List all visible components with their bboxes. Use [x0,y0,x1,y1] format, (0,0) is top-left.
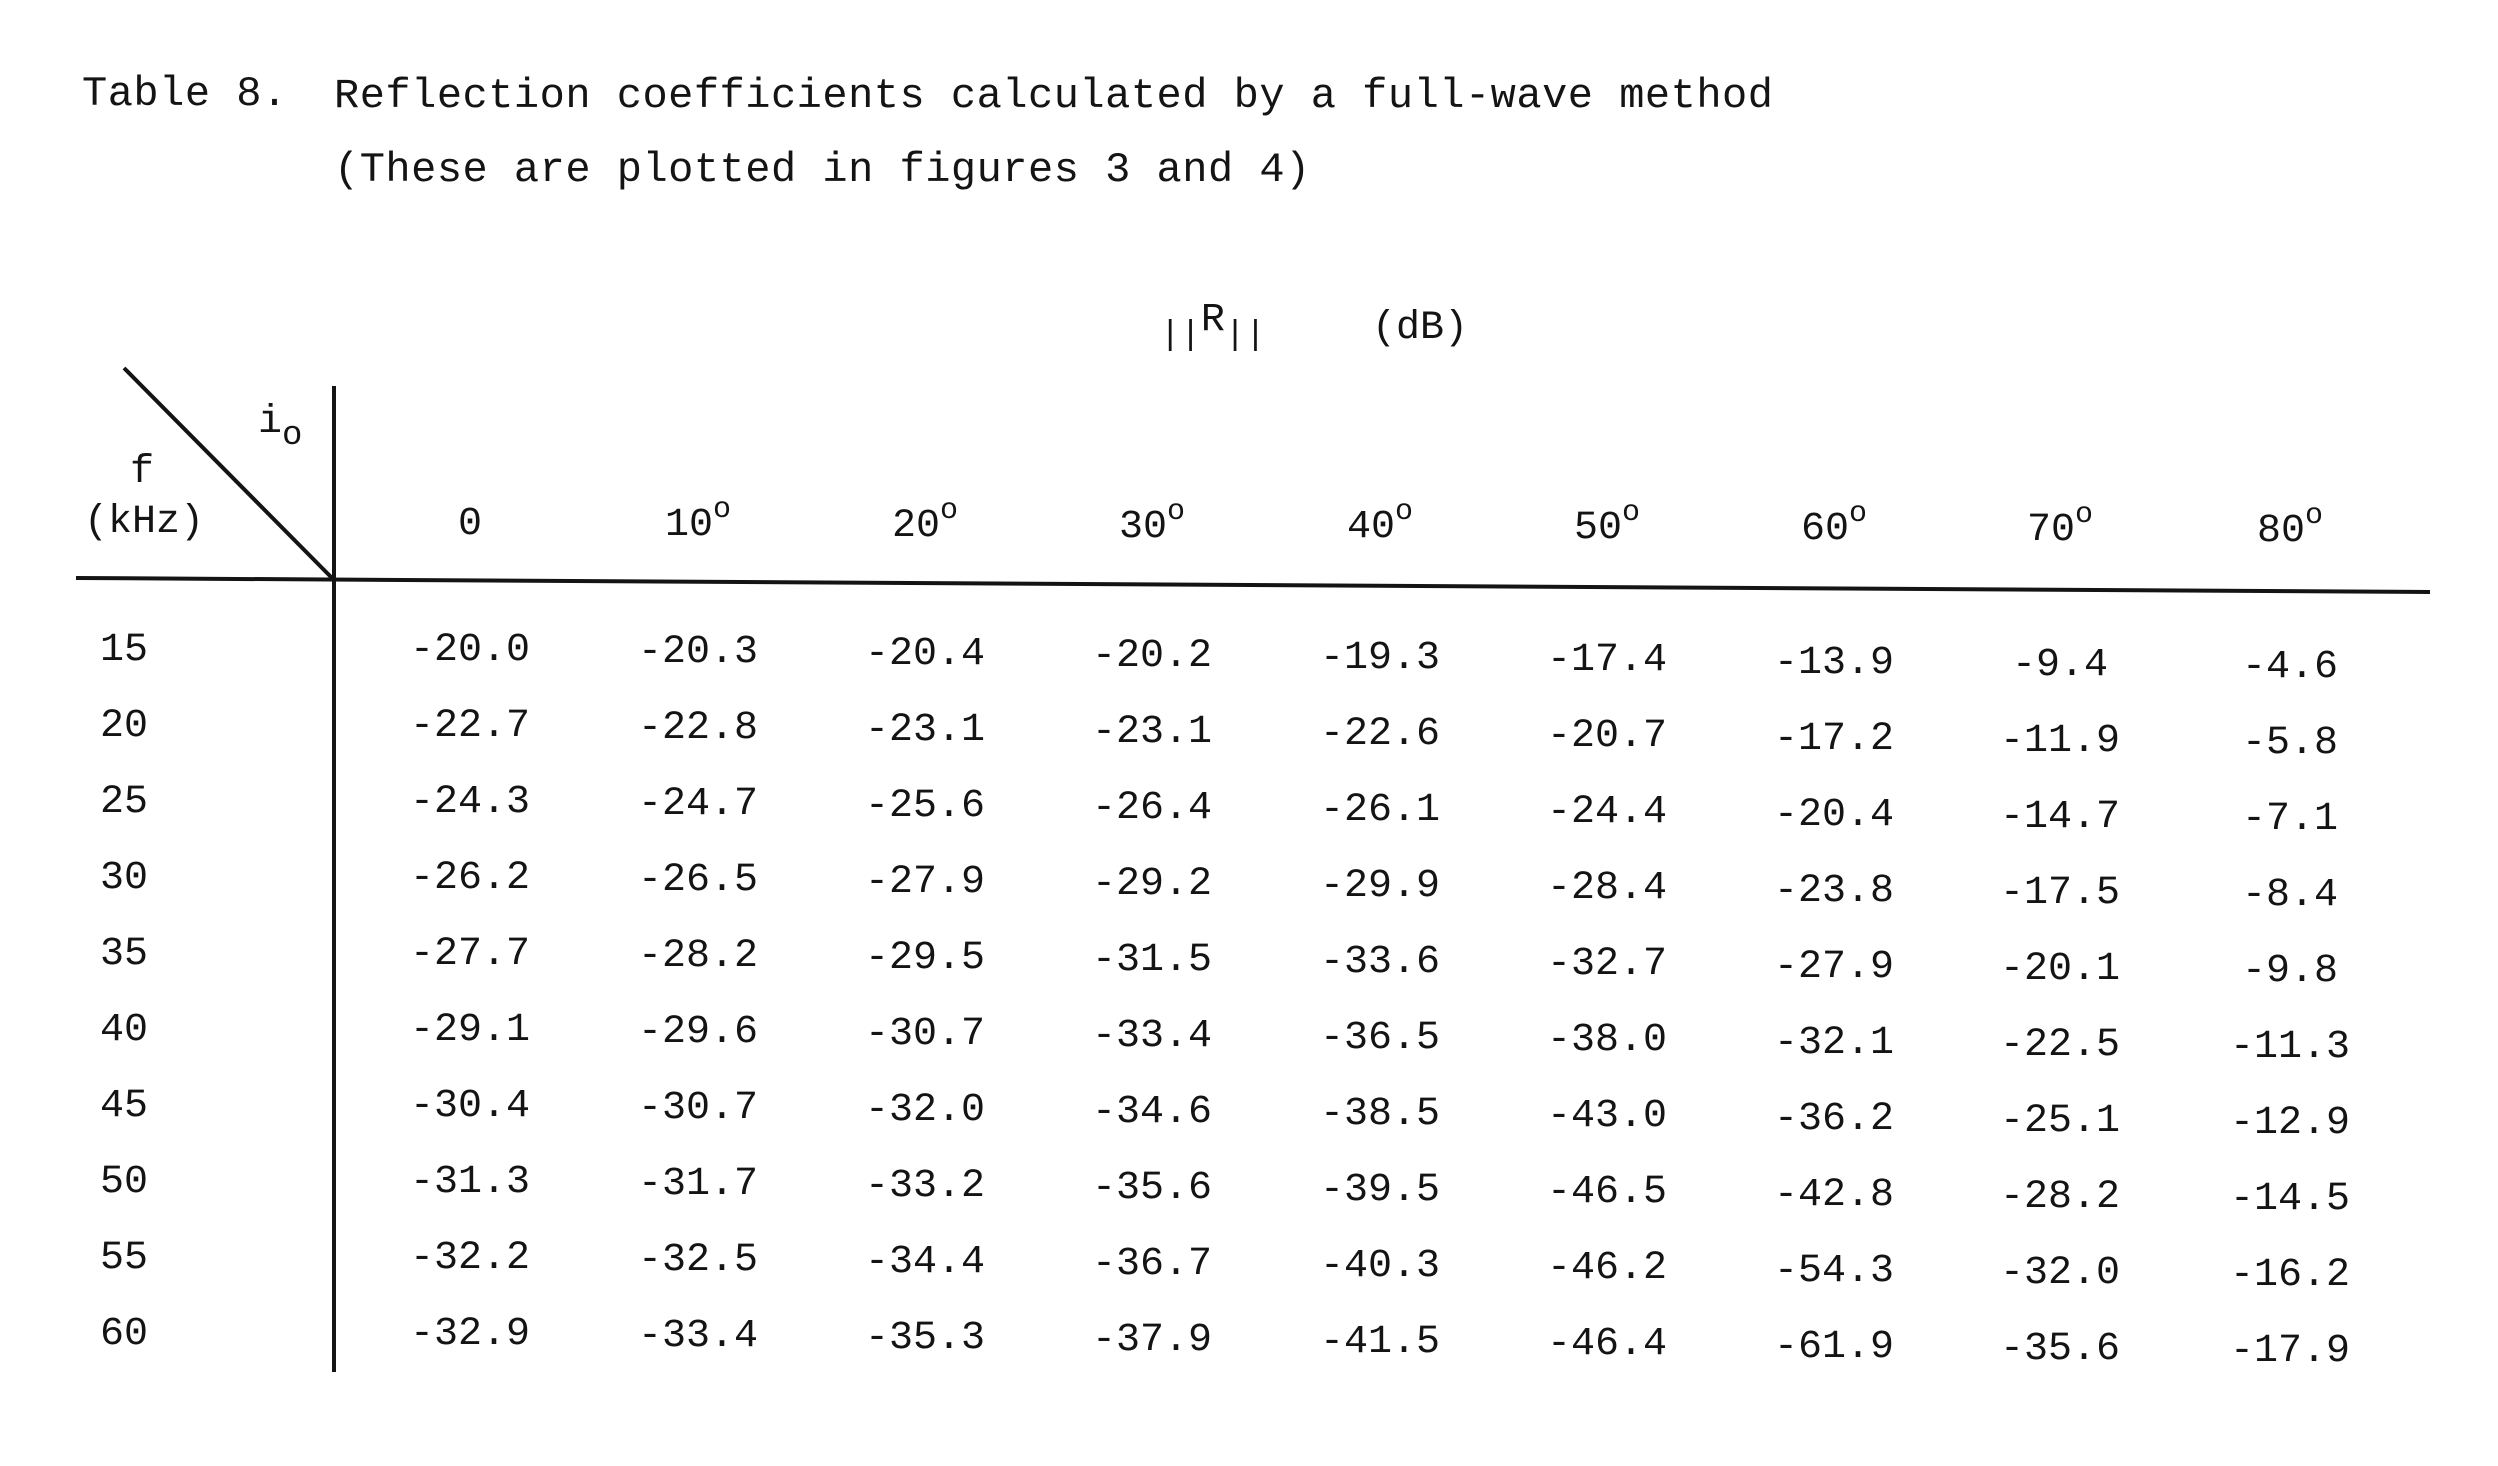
column-header [1734,497,1934,552]
table-cell: -24.3 [409,780,531,825]
table-cell: -33.4 [1091,1014,1213,1060]
table-cell: -32.5 [637,1238,759,1284]
row-frequency: 25 [100,780,149,825]
column-header [1052,494,1252,550]
row-frequency: 30 [100,856,149,901]
table-cell: -41.5 [1319,1320,1441,1366]
table-cell: -23.1 [864,708,986,754]
column-header-value: 10 [664,502,713,548]
table-cell: -46.4 [1546,1322,1668,1368]
table-cell: -54.3 [1773,1248,1895,1294]
table-cell: -46.5 [1546,1170,1668,1216]
column-header-value: 40 [1346,505,1395,551]
table-cell: -27.7 [409,932,531,977]
row-frequency: 40 [100,1008,149,1053]
table-cell: -35.6 [1999,1326,2121,1372]
table-cell: -7.1 [2241,796,2338,842]
table-cell: -9.4 [2011,642,2108,688]
degree-mark: o [1849,497,1868,531]
column-header [2190,498,2390,554]
row-frequency: 55 [100,1236,149,1281]
table-cell: -32.0 [864,1088,986,1134]
table-cell: -11.9 [1999,718,2121,764]
column-header [370,502,570,547]
table-cell: -26.1 [1319,788,1441,834]
table-cell: -22.6 [1319,712,1441,758]
table-cell: -19.3 [1319,636,1441,682]
table-cell: -33.2 [864,1164,986,1210]
table-cell: -61.9 [1773,1324,1895,1370]
table-cell: -20.4 [1773,792,1895,838]
column-axis-subscript: o [282,417,303,455]
table-cell: -40.3 [1319,1244,1441,1290]
table-cell: -16.2 [2229,1252,2351,1298]
degree-mark: o [1395,495,1414,530]
table-cell: -28.2 [637,934,759,980]
table-cell: -36.7 [1091,1242,1213,1288]
table-cell: -34.6 [1091,1090,1213,1136]
table-cell: -17.4 [1546,638,1668,684]
table-cell: -34.4 [864,1240,986,1286]
table-cell: -12.9 [2229,1100,2351,1146]
table-cell: -28.4 [1546,866,1668,912]
row-frequency: 45 [100,1084,149,1129]
row-axis-symbol: f [130,450,155,495]
table-cell: -38.0 [1546,1018,1668,1064]
table-cell: -29.2 [1091,862,1213,908]
column-header-value: 80 [2256,508,2305,554]
column-header [825,493,1025,549]
table-cell: -4.6 [2241,644,2338,690]
table-cell: -31.7 [637,1162,759,1208]
degree-mark: o [1167,494,1186,529]
degree-mark: o [2075,497,2094,532]
table-cell: -32.7 [1546,942,1668,988]
table-cell: -35.3 [864,1316,986,1362]
table-cell: -20.1 [1999,946,2121,992]
table-cell: -36.5 [1319,1016,1441,1062]
table-cell: -36.2 [1773,1096,1895,1142]
table-cell: -8.4 [2241,872,2338,918]
table-cell: -22.7 [409,704,531,749]
table-cell: -31.5 [1091,938,1213,984]
header-horizontal-rule [76,578,2430,592]
table-note: (These are plotted in figures 3 and 4) [334,146,1311,194]
table-cell: -14.7 [1999,794,2121,840]
column-axis-symbol: i [258,400,283,445]
table-cell: -24.7 [637,782,759,828]
table-cell: -42.8 [1773,1172,1895,1218]
table-cell: -30.4 [409,1084,531,1129]
table-cell: -37.9 [1091,1318,1213,1364]
row-axis-unit: (kHz) [84,500,205,545]
table-cell: -28.2 [1999,1174,2121,1220]
table-cell: -17.2 [1773,716,1895,762]
table-cell: -14.5 [2229,1176,2351,1222]
column-header-value: 50 [1573,506,1622,552]
table-cell: -27.9 [1773,944,1895,990]
table-cell: -29.5 [864,936,986,982]
column-header [1960,497,2160,553]
table-cell: -33.6 [1319,940,1441,986]
table-cell: -46.2 [1546,1246,1668,1292]
table-cell: -31.3 [409,1160,531,1205]
table-cell: -39.5 [1319,1168,1441,1214]
table-cell: -20.7 [1546,714,1668,760]
quantity-unit: (dB) [1372,306,1469,351]
table-cell: -29.6 [637,1010,759,1056]
table-cell: -23.1 [1091,710,1213,756]
table-cell: -25.1 [1999,1098,2121,1144]
table-cell: -20.0 [409,628,531,673]
degree-mark: o [940,493,959,528]
table-title: Reflection coefficients calculated by a full-wave method [334,72,1774,120]
column-header [1507,496,1707,552]
table-cell: -20.3 [637,630,759,676]
table-cell: -32.0 [1999,1250,2121,1296]
table-cell: -25.6 [864,784,986,830]
table-cell: -26.5 [637,858,759,904]
table-cell: -29.1 [409,1008,531,1053]
table-cell: -26.4 [1091,786,1213,832]
column-header [598,492,798,548]
quantity-symbol: $_{||}R_{||}$ [1160,298,1266,355]
table-cell: -11.3 [2229,1024,2351,1070]
row-frequency: 20 [100,704,149,749]
degree-mark: o [2305,498,2324,533]
table-cell: -13.9 [1773,640,1895,686]
degree-mark: o [713,492,732,527]
table-cell: -32.1 [1773,1020,1895,1066]
table-cell: -30.7 [637,1086,759,1132]
degree-mark: o [1622,496,1641,531]
table-cell: -5.8 [2241,720,2338,766]
table-cell: -9.8 [2241,948,2338,994]
table-cell: -32.9 [409,1312,531,1357]
table-cell: -20.4 [864,632,986,678]
table-cell: -23.8 [1773,868,1895,914]
table-cell: -27.9 [864,860,986,906]
row-frequency: 15 [100,628,149,673]
column-header [1280,495,1480,551]
row-frequency: 50 [100,1160,149,1205]
table-cell: -17.5 [1999,870,2121,916]
table-cell: -17.9 [2229,1328,2351,1374]
table-cell: -33.4 [637,1314,759,1360]
table-cell: -30.7 [864,1012,986,1058]
table-cell: -22.5 [1999,1022,2121,1068]
table-cell: -24.4 [1546,790,1668,836]
table-cell: -32.2 [409,1236,531,1281]
column-header-value: 60 [1800,507,1849,552]
table-cell: -43.0 [1546,1094,1668,1140]
table-cell: -22.8 [637,706,759,752]
column-header-value: 30 [1118,504,1167,550]
table-cell: -38.5 [1319,1092,1441,1138]
table-cell: -26.2 [409,856,531,901]
corner-diagonal-rule [124,368,332,578]
column-header-value: 20 [891,503,940,549]
row-frequency: 35 [100,932,149,977]
quantity-symbol-letter: R [1200,298,1225,343]
table-cell: -20.2 [1091,634,1213,680]
column-header-value: 0 [457,502,482,547]
row-frequency: 60 [100,1312,149,1357]
table-cell: -29.9 [1319,864,1441,910]
column-header-value: 70 [2026,507,2075,553]
table-cell: -35.6 [1091,1166,1213,1212]
table-number: Table 8. [82,70,288,118]
